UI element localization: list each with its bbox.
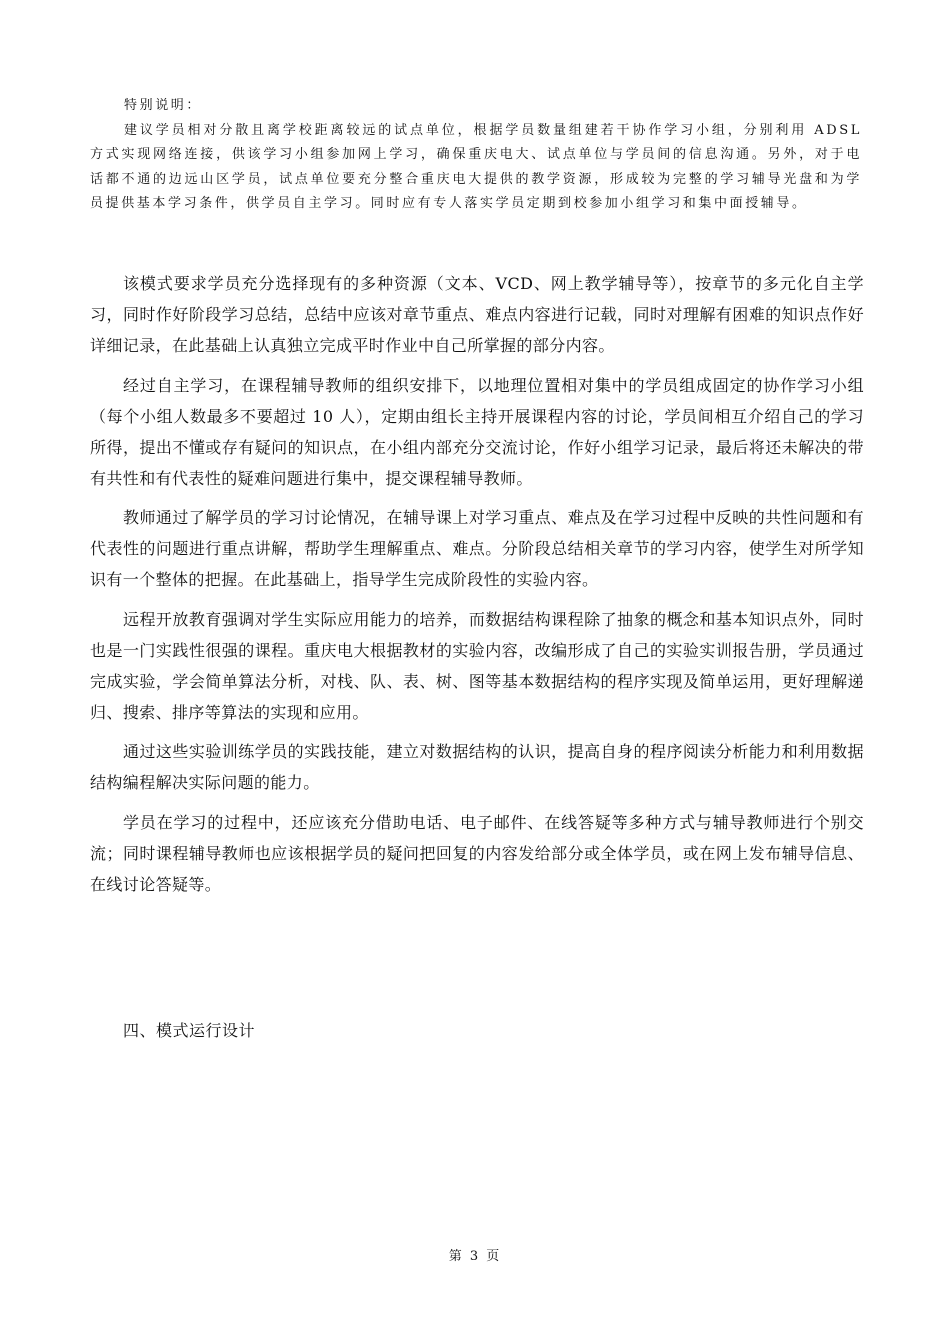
section-heading: 四、模式运行设计 xyxy=(123,1021,256,1040)
page-number: 第 3 页 xyxy=(448,1249,502,1264)
paragraph-experiment-training: 通过这些实验训练学员的实践技能，建立对数据结构的认识，提高自身的程序阅读分析能力和利用数据结构编程解决实际问题的能力。 xyxy=(90,742,864,792)
paragraph-teacher-guidance: 教师通过了解学员的学习讨论情况，在辅导课上对学习重点、难点及在学习过程中反映的共性问题和有代表性的问题进行重点讲解，帮助学生理解重点、难点。分阶段总结相关章节的学习内容，使学生对所学知识有一个整体的把握。在此基础上，指导学生完成阶段性的实验内容。 xyxy=(90,508,864,589)
paragraph-communication: 学员在学习的过程中，还应该充分借助电话、电子邮件、在线答疑等多种方式与辅导教师进行个别交流；同时课程辅导教师也应该根据学员的疑问把回复的内容发给部分或全体学员，或在网上发布辅导信息、在线讨论答疑等。 xyxy=(90,812,864,894)
special-note-title: 特别说明： xyxy=(124,98,203,113)
special-note-body: 建议学员相对分散且离学校距离较远的试点单位，根据学员数量组建若干协作学习小组，分别利用 ADSL 方式实现网络连接，供该学习小组参加网上学习，确保重庆电大、试点单位与学员间的信息沟通。另外，对于电话都不通的边远山区学员，试点单位要充分整合重庆电大提供的教学资源，形成较为完整的学习辅导光盘和为学员提供基本学习条件，供学员自主学习。同时应有专人落实学员定期到校参加小组学习和集中面授辅导。 xyxy=(90,122,862,211)
special-note-block xyxy=(90,94,862,217)
paragraph-practical-ability: 远程开放教育强调对学生实际应用能力的培养，而数据结构课程除了抽象的概念和基本知识点外，同时也是一门实践性很强的课程。重庆电大根据教材的实验内容，改编形成了自己的实验实训报告册，学员通过完成实验，学会简单算法分析，对栈、队、表、树、图等基本数据结构的程序实现及简单运用，更好理解递归、搜索、排序等算法的实现和应用。 xyxy=(90,609,864,722)
paragraph-group-study: 经过自主学习，在课程辅导教师的组织安排下，以地理位置相对集中的学员组成固定的协作学习小组（每个小组人数最多不要超过 10 人），定期由组长主持开展课程内容的讨论，学员间相互介绍自己的学习所得，提出不懂或存有疑问的知识点，在小组内部充分交流讨论，作好小组学习记录，最后将还未解决的带有共性和有代表性的疑难问题进行集中，提交课程辅导教师。 xyxy=(90,375,864,488)
main-text xyxy=(90,268,864,908)
paragraph-self-study: 该模式要求学员充分选择现有的多种资源（文本、VCD、网上教学辅导等），按章节的多元化自主学习，同时作好阶段学习总结，总结中应该对章节重点、难点内容进行记载，同时对理解有困难的知识点作好详细记录，在此基础上认真独立完成平时作业中自己所掌握的部分内容。 xyxy=(90,274,864,355)
